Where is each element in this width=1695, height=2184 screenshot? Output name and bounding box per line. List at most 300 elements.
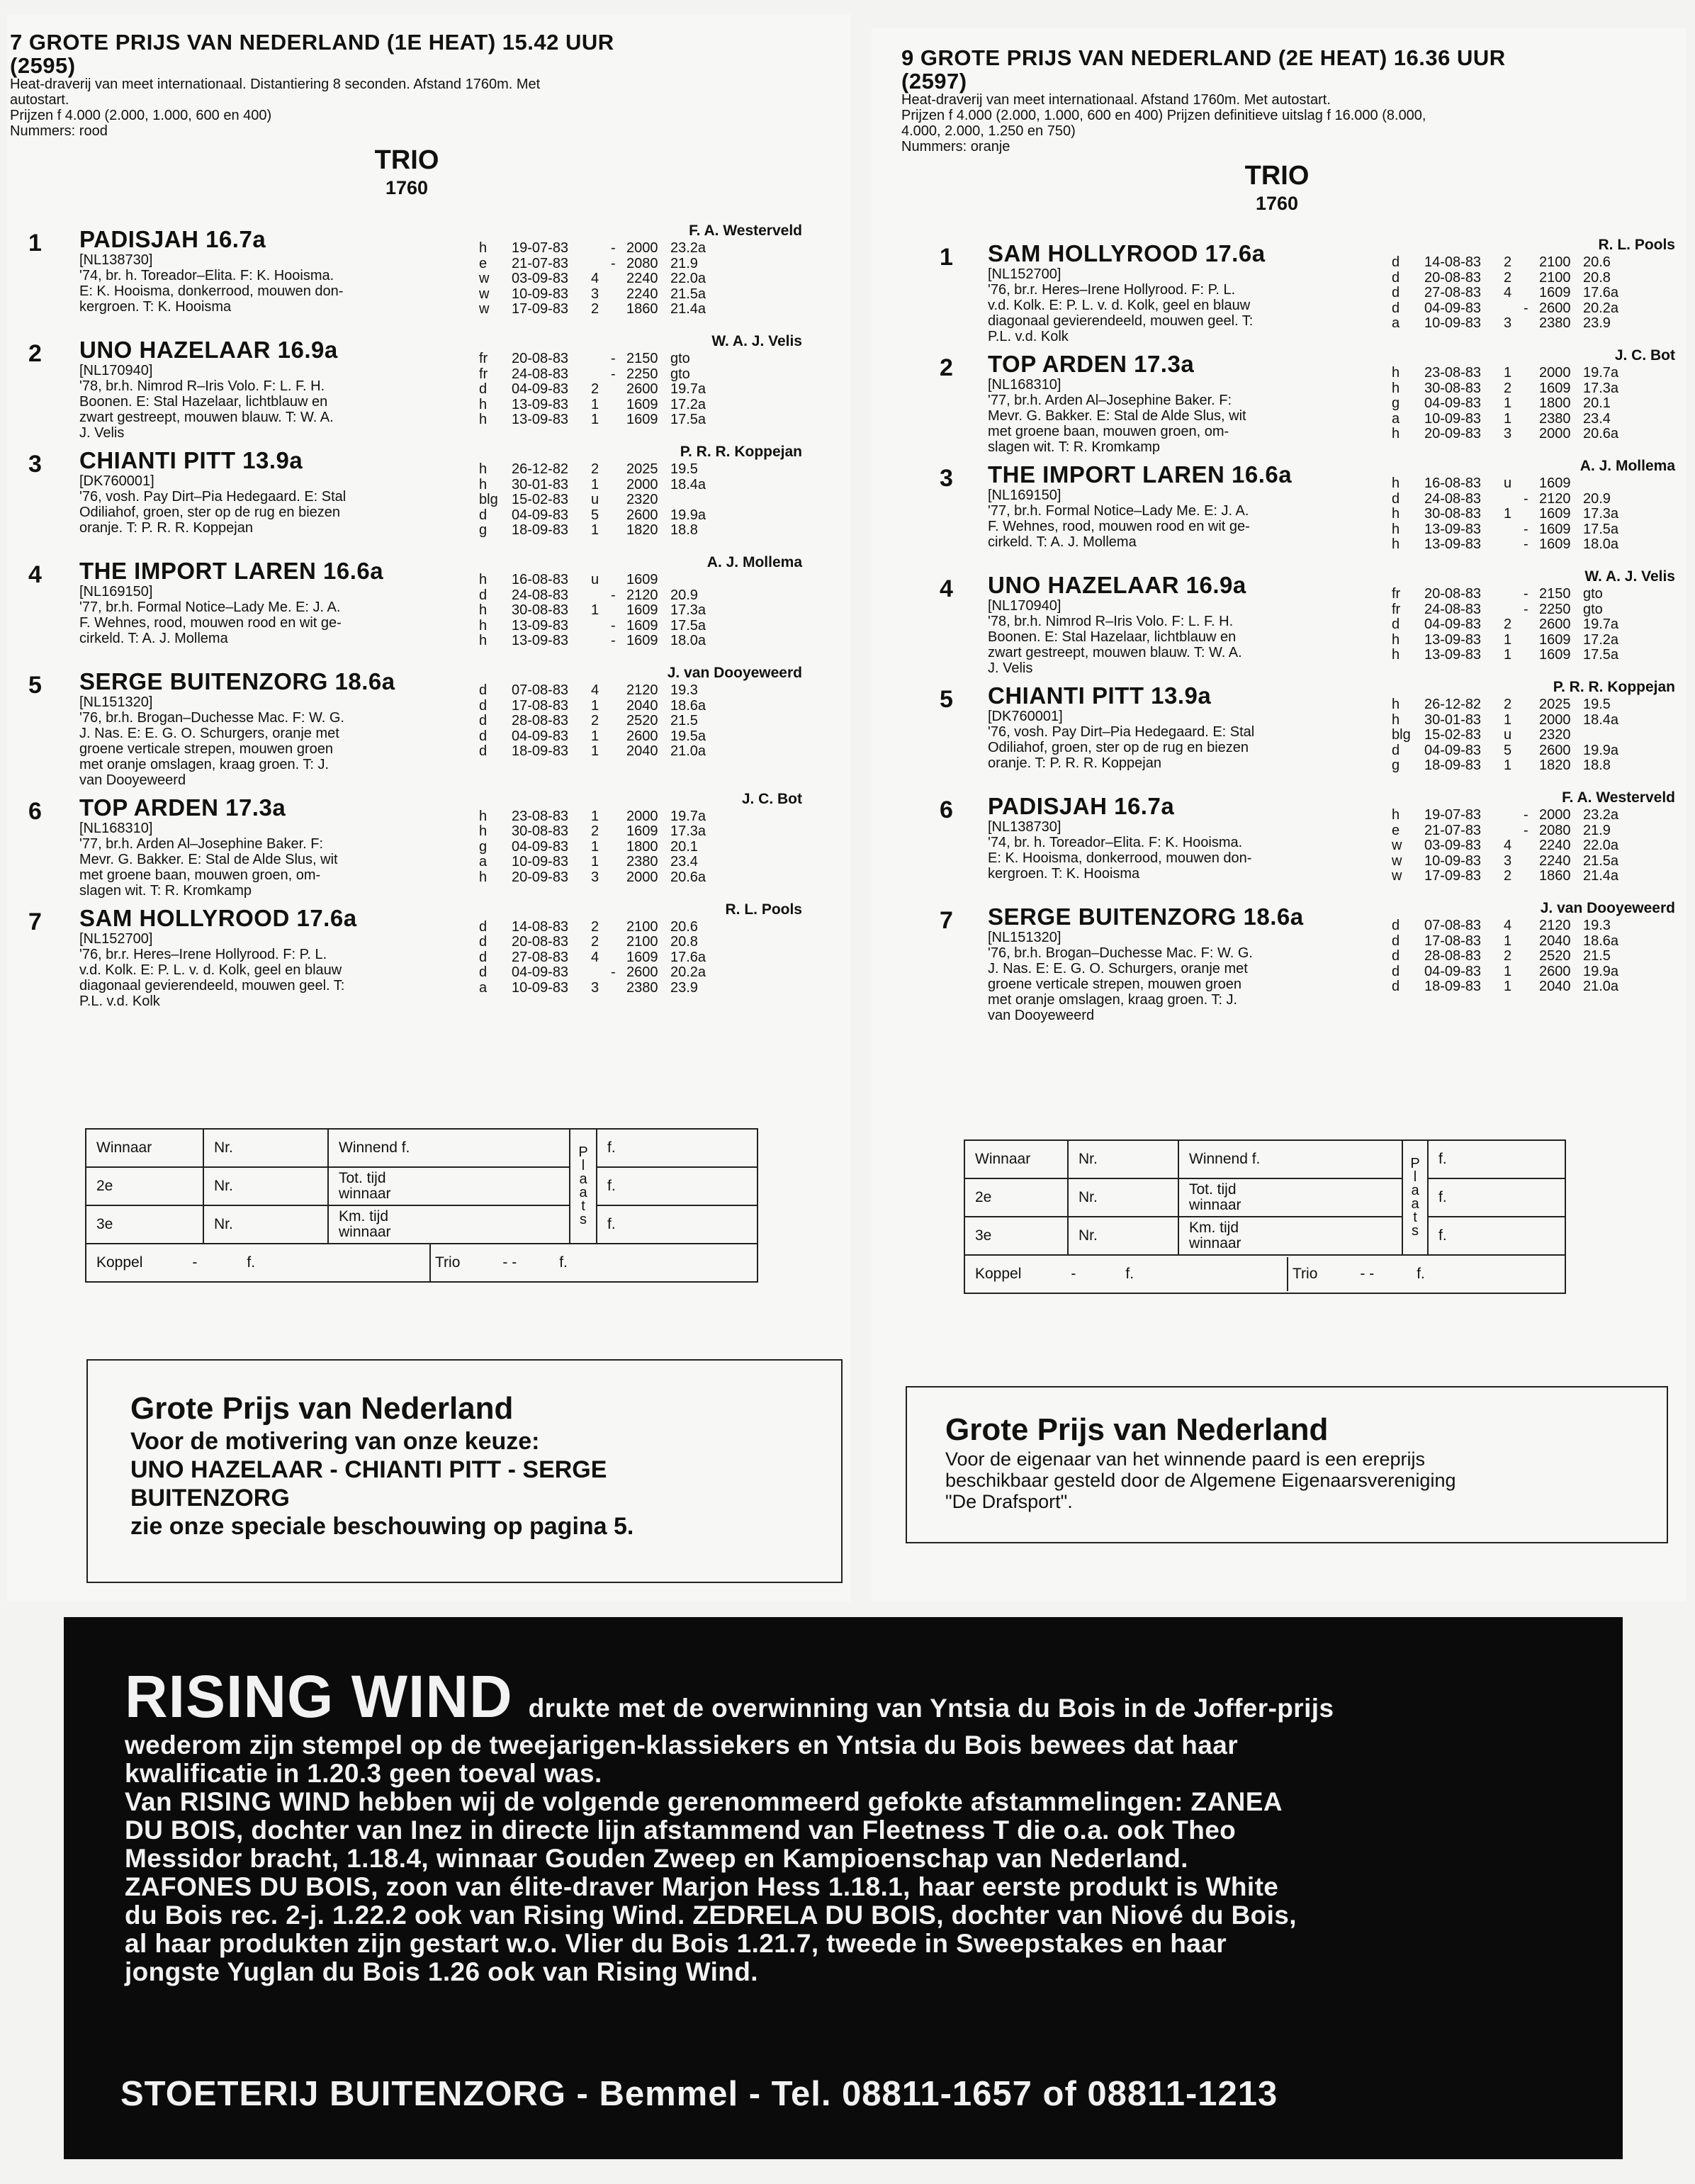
race-date: 30-01-83 xyxy=(1424,711,1482,728)
race-date: 21-07-83 xyxy=(1424,822,1482,838)
race-date: 13-09-83 xyxy=(512,617,569,634)
ad-line: du Bois rec. 2-j. 1.22.2 ook van Rising Wind. ZEDRELA DU BOIS, dochter van Niové du Bois, xyxy=(125,1901,1297,1930)
race-date: 04-09-83 xyxy=(512,381,569,398)
race-date: 30-08-83 xyxy=(1424,380,1482,396)
track-code: w xyxy=(1392,868,1402,884)
plaats-field-3[interactable]: f. xyxy=(597,1205,758,1244)
km-time: gto xyxy=(1583,586,1603,602)
performance-row xyxy=(1392,396,1628,412)
nr-field[interactable]: Nr. xyxy=(1068,1178,1178,1217)
dash xyxy=(611,398,626,413)
race-date: 10-09-83 xyxy=(512,854,569,870)
dash xyxy=(1524,476,1539,492)
km-time xyxy=(670,492,716,508)
description-line: J. Nas. E: E. G. O. Schurgers, oranje met xyxy=(988,961,1248,976)
tot-tijd-field[interactable]: Tot. tijd winnaar xyxy=(328,1167,570,1205)
performance-row xyxy=(479,950,716,966)
race-date: 07-08-83 xyxy=(512,682,569,698)
track-code: d xyxy=(1392,963,1400,979)
performance-row xyxy=(1392,918,1628,934)
placing: 2 xyxy=(1504,868,1512,884)
km-time: 21.5 xyxy=(670,713,698,729)
nr-field[interactable]: Nr. xyxy=(203,1167,328,1205)
performance-row xyxy=(1392,697,1628,713)
track-code: h xyxy=(479,617,488,634)
horse-description xyxy=(988,393,1246,455)
distance: 2100 xyxy=(626,918,658,935)
km-time: 19.7a xyxy=(670,808,706,824)
race-date: 04-09-83 xyxy=(1424,617,1482,633)
race-date: 30-08-83 xyxy=(512,823,569,840)
horse-name: CHIANTI PITT 13.9a xyxy=(79,447,303,473)
race-date: 21-07-83 xyxy=(512,255,569,271)
dash: - xyxy=(1524,521,1528,537)
race-date: 03-09-83 xyxy=(512,271,569,287)
km-time: 23.2a xyxy=(670,240,706,256)
horse-description xyxy=(79,600,342,646)
entry-number: 1 xyxy=(940,244,953,271)
placing: 4 xyxy=(1504,285,1512,301)
km-time: 19.9a xyxy=(670,507,706,523)
entry-number: 5 xyxy=(28,672,42,699)
race-date: 13-09-83 xyxy=(1424,631,1482,648)
track-code: d xyxy=(479,949,488,965)
performance-row xyxy=(1392,286,1628,301)
horse-description xyxy=(79,489,346,536)
race-date: 28-08-83 xyxy=(1424,948,1482,964)
performance-row xyxy=(1392,537,1628,553)
dash xyxy=(611,855,626,870)
dash xyxy=(1524,697,1539,713)
race-date: 24-08-83 xyxy=(1424,601,1482,617)
km-time: 17.3a xyxy=(670,602,706,619)
registration-code: [DK760001] xyxy=(988,709,1063,724)
box-line: "De Drafsport". xyxy=(945,1491,1073,1512)
ad-line: ZAFONES DU BOIS, zoon van élite-draver Marjon Hess 1.18.1, haar eerste produkt is White xyxy=(125,1872,1279,1901)
dash xyxy=(611,870,626,886)
horse-description xyxy=(79,836,338,899)
dash xyxy=(1524,427,1539,442)
km-time: 17.2a xyxy=(670,396,706,412)
dash: - xyxy=(1524,300,1528,316)
performance-row xyxy=(479,508,716,524)
distance: 2000 xyxy=(1539,711,1571,728)
race-title: 9 GROTE PRIJS VAN NEDERLAND (2E HEAT) 16.36 UUR xyxy=(901,45,1506,70)
plaats-field-2[interactable]: f. xyxy=(597,1167,758,1205)
driver-name: R. L. Pools xyxy=(1598,237,1675,253)
distance: 2120 xyxy=(1539,918,1571,933)
performance-row xyxy=(1392,838,1628,854)
nr-field[interactable]: Nr. xyxy=(1068,1217,1178,1255)
track-code: d xyxy=(1392,254,1400,270)
performance-row xyxy=(479,287,716,303)
performance-row xyxy=(479,619,716,634)
distance: 1609 xyxy=(626,602,658,619)
performance-row xyxy=(1392,602,1628,618)
description-line: '78, br.h. Nimrod R–Iris Volo. F: L. F. H. xyxy=(79,378,325,394)
plaats-field-1[interactable]: f. xyxy=(597,1129,758,1167)
distance: 2040 xyxy=(626,697,658,714)
track-code: h xyxy=(1392,536,1400,553)
performance-row xyxy=(479,603,716,619)
distance: 2080 xyxy=(1539,822,1571,838)
nr-field[interactable]: Nr. xyxy=(203,1129,328,1167)
distance: 2150 xyxy=(626,351,658,366)
entry-number: 7 xyxy=(940,907,953,934)
entry-number: 2 xyxy=(28,340,42,367)
dash: - xyxy=(611,255,616,271)
description-line: v.d. Kolk. E: P. L. v. d. Kolk, geel en blauw xyxy=(79,962,342,978)
dash xyxy=(611,523,626,539)
km-time: 17.6a xyxy=(670,949,706,965)
description-line: E: K. Hooisma, donkerrood, mouwen don- xyxy=(988,850,1252,866)
km-time: 20.2a xyxy=(670,964,706,981)
distance: 2000 xyxy=(626,808,658,824)
driver-name: R. L. Pools xyxy=(725,901,802,918)
horse-name: SERGE BUITENZORG 18.6a xyxy=(79,668,395,694)
distance: 2100 xyxy=(626,934,658,950)
performance-row xyxy=(479,809,716,825)
placing xyxy=(591,367,611,383)
description-line: kergroen. T: K. Hooisma xyxy=(79,299,232,315)
box-line: beschikbaar gesteld door de Algemene Eigenaarsvereniging xyxy=(945,1470,1456,1491)
km-time xyxy=(1583,476,1628,492)
description-line: van Dooyeweerd xyxy=(988,1008,1095,1023)
distance: 2520 xyxy=(1539,948,1571,964)
track-code: h xyxy=(479,633,488,649)
track-code: e xyxy=(479,255,488,271)
track-code: w xyxy=(1392,852,1402,869)
track-code: a xyxy=(479,979,488,996)
trio-heading xyxy=(901,160,1652,215)
performance-row xyxy=(1392,869,1628,884)
dash xyxy=(1524,838,1539,854)
distance: 2380 xyxy=(1539,410,1571,427)
past-performances xyxy=(479,683,716,760)
km-time: 21.5a xyxy=(670,286,706,302)
prize-box xyxy=(906,1386,1668,1543)
description-line: E: K. Hooisma, donkerrood, mouwen don- xyxy=(79,283,344,299)
performance-row xyxy=(479,870,716,886)
registration-code: [NL170940] xyxy=(988,598,1062,614)
ad-line: DU BOIS, dochter van Inez in directe lijn afstammend van Fleetness T die o.a. ook Theo xyxy=(125,1816,1237,1845)
dash xyxy=(1524,271,1539,286)
winnend-field[interactable]: Winnend f. xyxy=(1178,1140,1402,1178)
distance: 2380 xyxy=(626,979,658,996)
race-entry xyxy=(900,568,1686,683)
track-code: h xyxy=(479,808,488,824)
performance-row xyxy=(1392,979,1628,995)
dash xyxy=(611,744,626,760)
placing: 3 xyxy=(1504,426,1512,442)
placing: u xyxy=(1504,727,1512,743)
registration-code: [NL152700] xyxy=(79,930,153,947)
ad-title: RISING WIND xyxy=(125,1663,513,1730)
performance-row xyxy=(479,840,716,855)
track-code: h xyxy=(479,396,488,412)
horse-name: THE IMPORT LAREN 16.6a xyxy=(79,558,384,584)
description-line: '76, br.h. Brogan–Duchesse Mac. F: W. G. xyxy=(79,710,344,726)
koppel-trio-row xyxy=(86,1244,758,1282)
description-line: met groene baan, mouwen groen, om- xyxy=(79,867,321,883)
race-entry xyxy=(7,901,843,1016)
distance: 1609 xyxy=(1539,475,1571,491)
distance: 1609 xyxy=(1539,631,1571,648)
performance-row xyxy=(479,683,716,699)
performance-row xyxy=(479,588,716,604)
ad-line: jongste Yuglan du Bois 1.26 ook van Rising Wind. xyxy=(125,1957,758,1986)
km-time: 23.4 xyxy=(1583,410,1611,427)
placing: 1 xyxy=(591,697,599,714)
track-code: h xyxy=(479,412,488,428)
description-line: cirkeld. T: A. J. Mollema xyxy=(988,534,1137,550)
race-date: 20-09-83 xyxy=(512,869,569,885)
entry-number: 1 xyxy=(28,230,42,257)
horse-name: PADISJAH 16.7a xyxy=(79,226,266,252)
distance: 2040 xyxy=(1539,933,1571,949)
distance: 1860 xyxy=(626,301,658,317)
ad-line: wederom zijn stempel op de tweejarigen-klassiekers en Yntsia du Bois bewees dat haar xyxy=(125,1730,1239,1760)
dash: - xyxy=(611,964,616,981)
race-date: 19-07-83 xyxy=(1424,807,1482,823)
track-code: g xyxy=(479,522,488,539)
distance: 1609 xyxy=(626,617,658,634)
km-tijd-field[interactable]: Km. tijd winnaar xyxy=(1178,1217,1402,1255)
placing: 1 xyxy=(1504,979,1512,995)
plaats-field-3[interactable]: f. xyxy=(1428,1217,1565,1255)
winnend-field[interactable]: Winnend f. xyxy=(328,1129,570,1167)
track-code: h xyxy=(1392,521,1400,537)
box-line: UNO HAZELAAR - CHIANTI PITT - SERGE xyxy=(130,1456,607,1483)
past-performances xyxy=(1392,918,1628,995)
description-line: '77, br.h. Arden Al–Josephine Baker. F: xyxy=(79,835,324,852)
info-line: Prijzen f 4.000 (2.000, 1.000, 600 en 400) Prijzen definitieve uitslag f 16.000 (8.000, xyxy=(901,108,1426,123)
horse-name: UNO HAZELAAR 16.9a xyxy=(988,572,1246,598)
dash xyxy=(611,920,626,935)
km-time: 20.8 xyxy=(670,934,698,950)
track-code: fr xyxy=(1392,586,1401,602)
placing: 1 xyxy=(591,854,599,870)
horse-description xyxy=(988,614,1242,676)
ad-line: Messidor bracht, 1.18.4, winnaar Gouden Zweep en Kampioenschap van Nederland. xyxy=(125,1844,1188,1873)
tot-tijd-field[interactable]: Tot. tijd winnaar xyxy=(1178,1178,1402,1217)
placing xyxy=(1504,522,1524,538)
km-time: 23.9 xyxy=(1583,315,1611,332)
description-line: met groene baan, mouwen groen, om- xyxy=(988,424,1229,439)
info-line: Heat-draverij van meet internationaal. Distantiering 8 seconden. Afstand 1760m. Met xyxy=(10,77,541,92)
driver-name: W. A. J. Velis xyxy=(711,333,802,349)
placing: u xyxy=(1504,475,1512,491)
horse-name: PADISJAH 16.7a xyxy=(988,793,1175,819)
placing: 3 xyxy=(591,979,599,996)
race-date: 04-09-83 xyxy=(512,838,569,855)
performance-row xyxy=(479,523,716,539)
km-time: 19.5a xyxy=(670,728,706,744)
stud-advertisement xyxy=(64,1617,1623,2159)
dash xyxy=(611,573,626,588)
race-title: 7 GROTE PRIJS VAN NEDERLAND (1E HEAT) 15.42 UUR xyxy=(10,30,614,55)
past-performances xyxy=(479,573,716,649)
km-time: 21.4a xyxy=(670,301,706,317)
race-entry xyxy=(7,790,843,906)
race-entry xyxy=(7,665,843,795)
performance-row xyxy=(479,257,716,272)
race-date: 24-08-83 xyxy=(1424,490,1482,507)
track-code: h xyxy=(1392,506,1400,522)
placing xyxy=(591,619,611,634)
km-time: 18.0a xyxy=(670,633,706,649)
horse-name: SAM HOLLYROOD 17.6a xyxy=(988,240,1266,266)
km-time: 23.4 xyxy=(670,854,698,870)
race-date: 13-09-83 xyxy=(512,396,569,412)
driver-name: A. J. Mollema xyxy=(706,554,802,570)
distance: 1609 xyxy=(1539,536,1571,553)
placing: 1 xyxy=(591,522,599,539)
race-date: 19-07-83 xyxy=(512,240,569,256)
km-time: 19.7a xyxy=(1583,365,1619,381)
track-code: e xyxy=(1392,822,1400,838)
dash xyxy=(1524,918,1539,934)
horse-name: TOP ARDEN 17.3a xyxy=(79,794,286,821)
placing: 1 xyxy=(1504,631,1512,648)
distance: 2000 xyxy=(626,869,658,885)
description-line: Odiliahof, groen, ster op de rug en biezen xyxy=(79,505,341,520)
entry-number: 4 xyxy=(28,561,42,588)
registration-code: [DK760001] xyxy=(79,473,154,489)
performance-row xyxy=(479,714,716,729)
performance-row xyxy=(1392,316,1628,332)
driver-name: P. R. R. Koppejan xyxy=(1553,679,1675,695)
performance-row xyxy=(479,935,716,950)
placing: 1 xyxy=(591,476,599,492)
performance-row xyxy=(1392,587,1628,602)
race-date: 04-09-83 xyxy=(512,728,569,744)
horse-name: CHIANTI PITT 13.9a xyxy=(988,682,1212,709)
placing xyxy=(591,257,611,272)
dash xyxy=(611,699,626,714)
trio-field[interactable]: Trio - - f. xyxy=(1293,1266,1425,1282)
registration-code: [NL138730] xyxy=(988,819,1062,835)
km-time: gto xyxy=(670,351,690,366)
race-date: 15-02-83 xyxy=(1424,727,1482,743)
description-line: '76, vosh. Pay Dirt–Pia Hedegaard. E: Stal xyxy=(988,724,1255,740)
distance: 2000 xyxy=(626,476,658,492)
km-time: 20.1 xyxy=(1583,395,1611,412)
performance-row xyxy=(479,271,716,287)
km-tijd-field[interactable]: Km. tijd winnaar xyxy=(328,1205,570,1244)
performance-row xyxy=(1392,381,1628,397)
km-time: 19.5 xyxy=(670,461,698,477)
km-time: 17.5a xyxy=(670,412,706,428)
nr-field[interactable]: Nr. xyxy=(203,1205,328,1244)
description-line: groene verticale strepen, mouwen groen xyxy=(79,741,333,757)
placing: 2 xyxy=(1504,697,1512,712)
description-line: met oranje omslagen, kraag groen. T: J. xyxy=(988,992,1238,1008)
horse-name: SERGE BUITENZORG 18.6a xyxy=(988,904,1304,930)
performance-row xyxy=(1392,743,1628,759)
performance-row xyxy=(479,855,716,870)
track-code: h xyxy=(1392,697,1400,712)
race-code: (2595) xyxy=(10,53,76,78)
distance: 1860 xyxy=(1539,868,1571,884)
track-code: w xyxy=(479,286,490,302)
race-date: 13-09-83 xyxy=(1424,536,1482,553)
placing: 2 xyxy=(591,934,599,950)
track-code: w xyxy=(1392,838,1402,854)
race-date: 13-09-83 xyxy=(512,412,569,428)
performance-row xyxy=(1392,648,1628,663)
dash xyxy=(611,714,626,729)
race-date: 30-08-83 xyxy=(512,602,569,619)
placing: 5 xyxy=(591,507,599,523)
horse-description xyxy=(988,945,1253,1023)
km-time: 20.2a xyxy=(1583,300,1619,316)
ad-line: Van RISING WIND hebben wij de volgende gerenommeerd gefokte afstammelingen: ZANEA xyxy=(125,1787,1283,1816)
distance: 1609 xyxy=(626,396,658,412)
performance-row xyxy=(1392,823,1628,839)
plaats-field-2[interactable]: f. xyxy=(1428,1178,1565,1217)
distance: 1609 xyxy=(1539,285,1571,301)
race-info xyxy=(10,77,839,139)
placing: 1 xyxy=(1504,711,1512,728)
km-time: 23.9 xyxy=(670,979,698,996)
race-date: 30-01-83 xyxy=(512,476,569,492)
performance-row xyxy=(1392,728,1628,743)
description-line: P.L. v.d. Kolk xyxy=(79,993,160,1009)
plaats-field-1[interactable]: f. xyxy=(1428,1140,1565,1178)
horse-description xyxy=(988,835,1251,882)
performance-row xyxy=(479,824,716,840)
track-code: fr xyxy=(1392,601,1401,617)
koppel-field[interactable]: Koppel - f. xyxy=(86,1244,431,1281)
race-date: 17-08-83 xyxy=(512,697,569,714)
trio-field[interactable]: Trio - - f. xyxy=(435,1254,568,1271)
koppel-field[interactable]: Koppel - f. xyxy=(965,1257,1288,1291)
km-time: 18.0a xyxy=(1583,536,1619,553)
performance-row xyxy=(479,367,716,383)
description-line: J. Velis xyxy=(988,660,1033,676)
distance: 1820 xyxy=(1539,758,1571,774)
info-line: 4.000, 2.000, 1.250 en 750) xyxy=(901,123,1076,139)
km-time: 19.9a xyxy=(1583,742,1619,758)
selection-box xyxy=(86,1359,843,1583)
third-label: 3e xyxy=(86,1205,203,1244)
track-code: h xyxy=(479,461,488,477)
performance-row xyxy=(479,382,716,398)
dash xyxy=(611,729,626,745)
dash xyxy=(1524,255,1539,271)
description-line: '76, br.h. Brogan–Duchesse Mac. F: W. G. xyxy=(988,945,1253,961)
race-date: 14-08-83 xyxy=(512,918,569,935)
info-line: Heat-draverij van meet internationaal. Afstand 1760m. Met autostart. xyxy=(901,92,1331,108)
km-time: 17.3a xyxy=(1583,506,1619,522)
performance-row xyxy=(479,492,716,508)
dash xyxy=(1524,728,1539,743)
performance-row xyxy=(1392,713,1628,728)
performance-row xyxy=(479,462,716,478)
race-entry xyxy=(7,333,843,448)
placing: 1 xyxy=(591,808,599,824)
track-code: d xyxy=(1392,948,1400,964)
race-date: 16-08-83 xyxy=(1424,475,1482,491)
performance-row xyxy=(1392,964,1628,980)
track-code: h xyxy=(479,240,488,256)
nr-field[interactable]: Nr. xyxy=(1068,1140,1178,1178)
performance-row xyxy=(1392,301,1628,317)
horse-description xyxy=(79,710,344,788)
distance: 1609 xyxy=(1539,506,1571,522)
distance: 2600 xyxy=(1539,617,1571,633)
